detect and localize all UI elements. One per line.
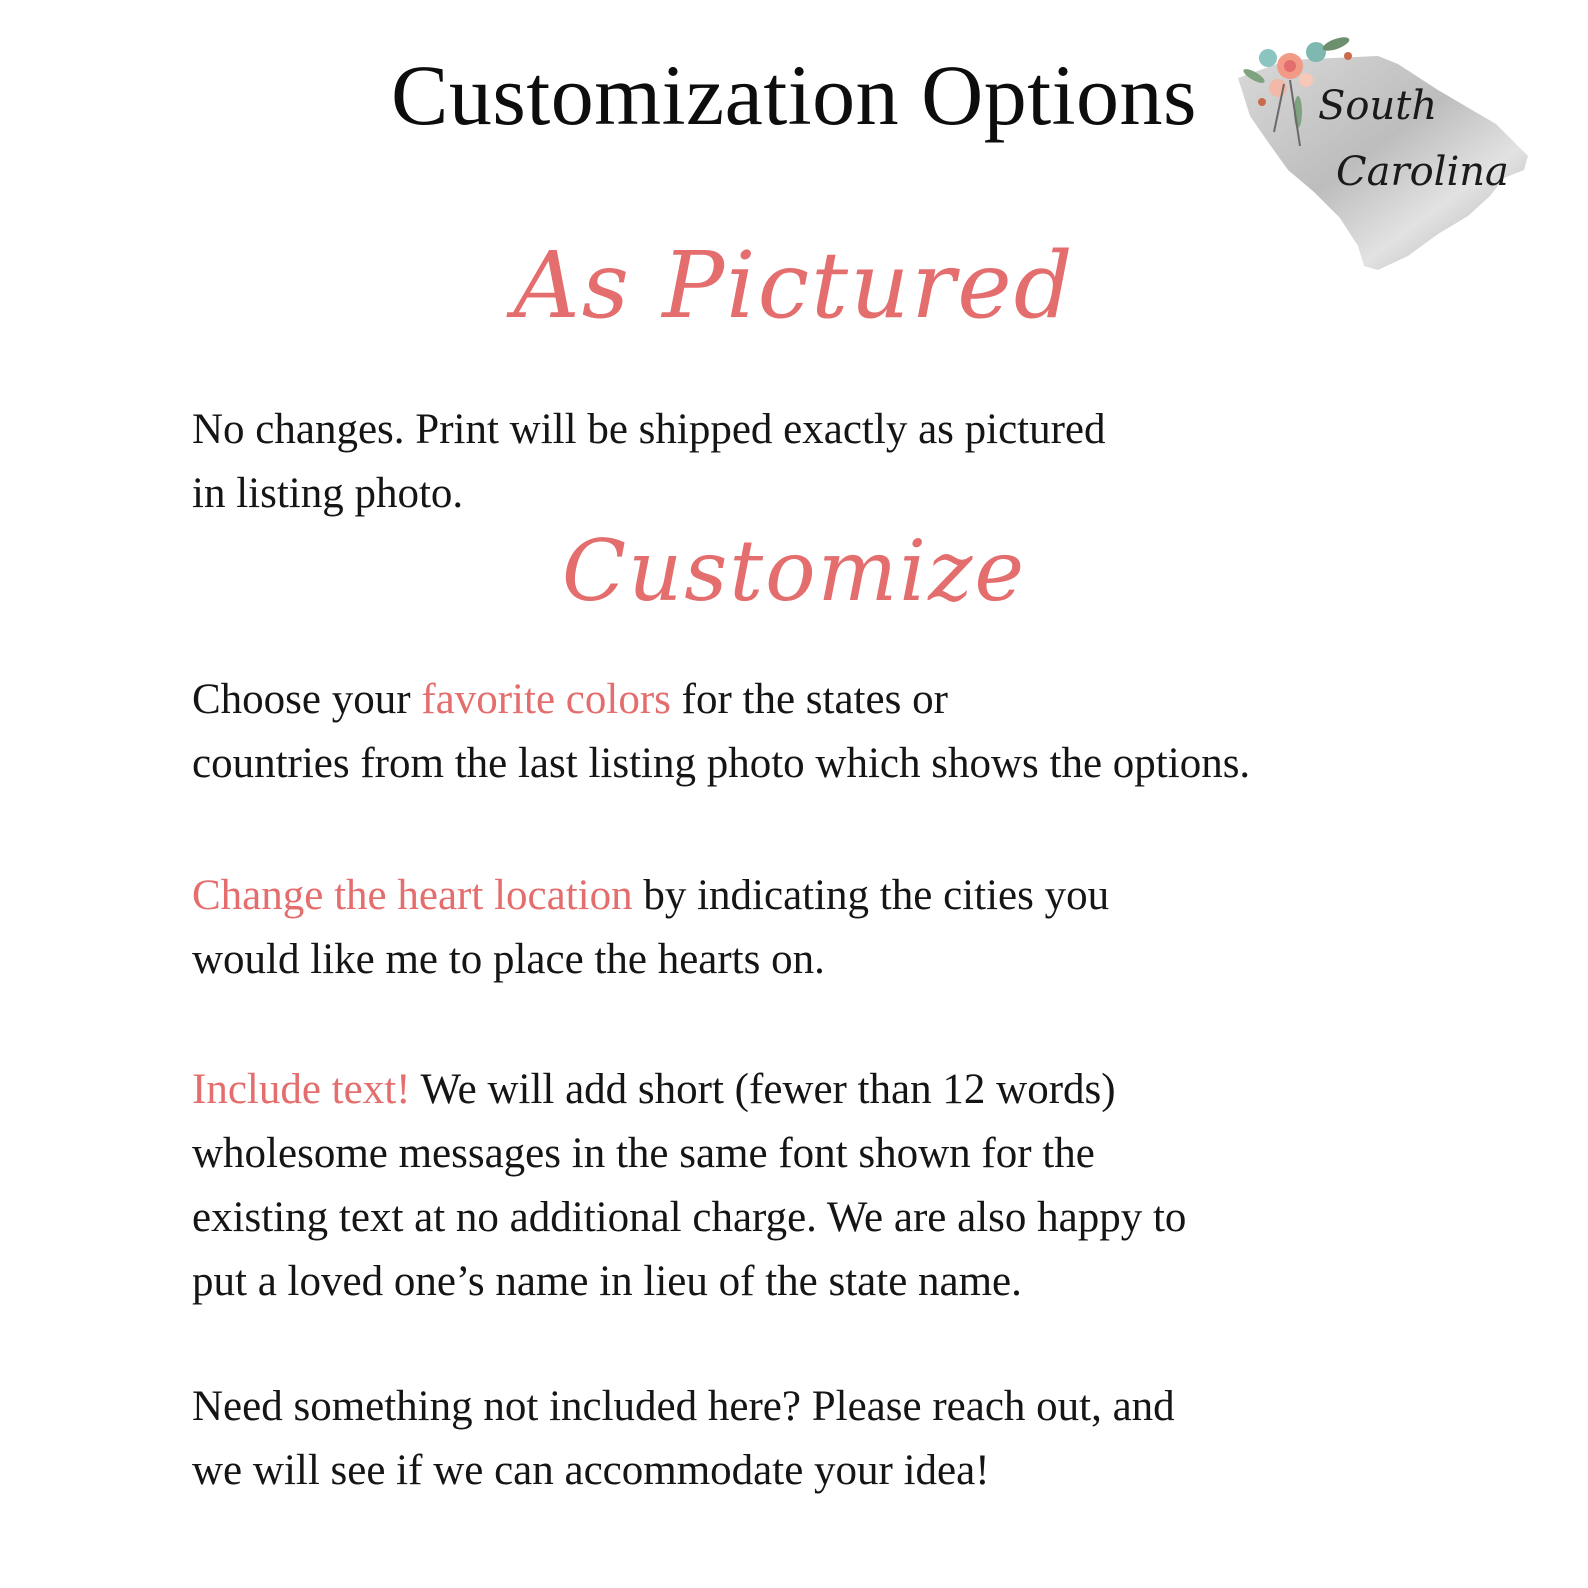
text-segment: by indicating the cities you bbox=[632, 872, 1110, 919]
accent-text: favorite colors bbox=[421, 676, 671, 723]
text-line: would like me to place the hearts on. bbox=[192, 936, 825, 983]
contact-note bbox=[192, 1375, 1175, 1503]
text-line: existing text at no additional charge. We are also happy to bbox=[192, 1194, 1187, 1241]
text-option bbox=[192, 1058, 1186, 1314]
text-line: in listing photo. bbox=[192, 470, 464, 517]
badge-label-line2: Carolina bbox=[1336, 149, 1509, 195]
section-heading-as-pictured: As Pictured bbox=[513, 232, 1075, 339]
colors-option bbox=[192, 668, 1250, 796]
as-pictured-description bbox=[192, 398, 1106, 526]
text-segment: Choose your bbox=[192, 676, 422, 723]
heart-option bbox=[192, 864, 1109, 992]
text-segment: for the states or bbox=[670, 676, 948, 723]
badge-label-line1: South bbox=[1318, 83, 1438, 129]
accent-text: Change the heart location bbox=[192, 872, 633, 919]
text-line: No changes. Print will be shipped exactly as pictured bbox=[192, 406, 1106, 453]
text-segment: We will add short (fewer than 12 words) bbox=[410, 1066, 1116, 1113]
text-line: Need something not included here? Please reach out, and bbox=[192, 1383, 1175, 1430]
page-title: Customization Options bbox=[391, 47, 1197, 143]
section-heading-customize: Customize bbox=[561, 522, 1027, 620]
text-line bbox=[192, 864, 1109, 928]
text-line: wholesome messages in the same font shown for the bbox=[192, 1130, 1095, 1177]
accent-text: Include text! bbox=[192, 1066, 411, 1113]
text-line bbox=[192, 1058, 1186, 1122]
text-line: we will see if we can accommodate your idea! bbox=[192, 1447, 990, 1494]
text-line: countries from the last listing photo which shows the options. bbox=[192, 740, 1251, 787]
text-line: put a loved one’s name in lieu of the state name. bbox=[192, 1258, 1022, 1305]
text-line bbox=[192, 668, 1250, 732]
